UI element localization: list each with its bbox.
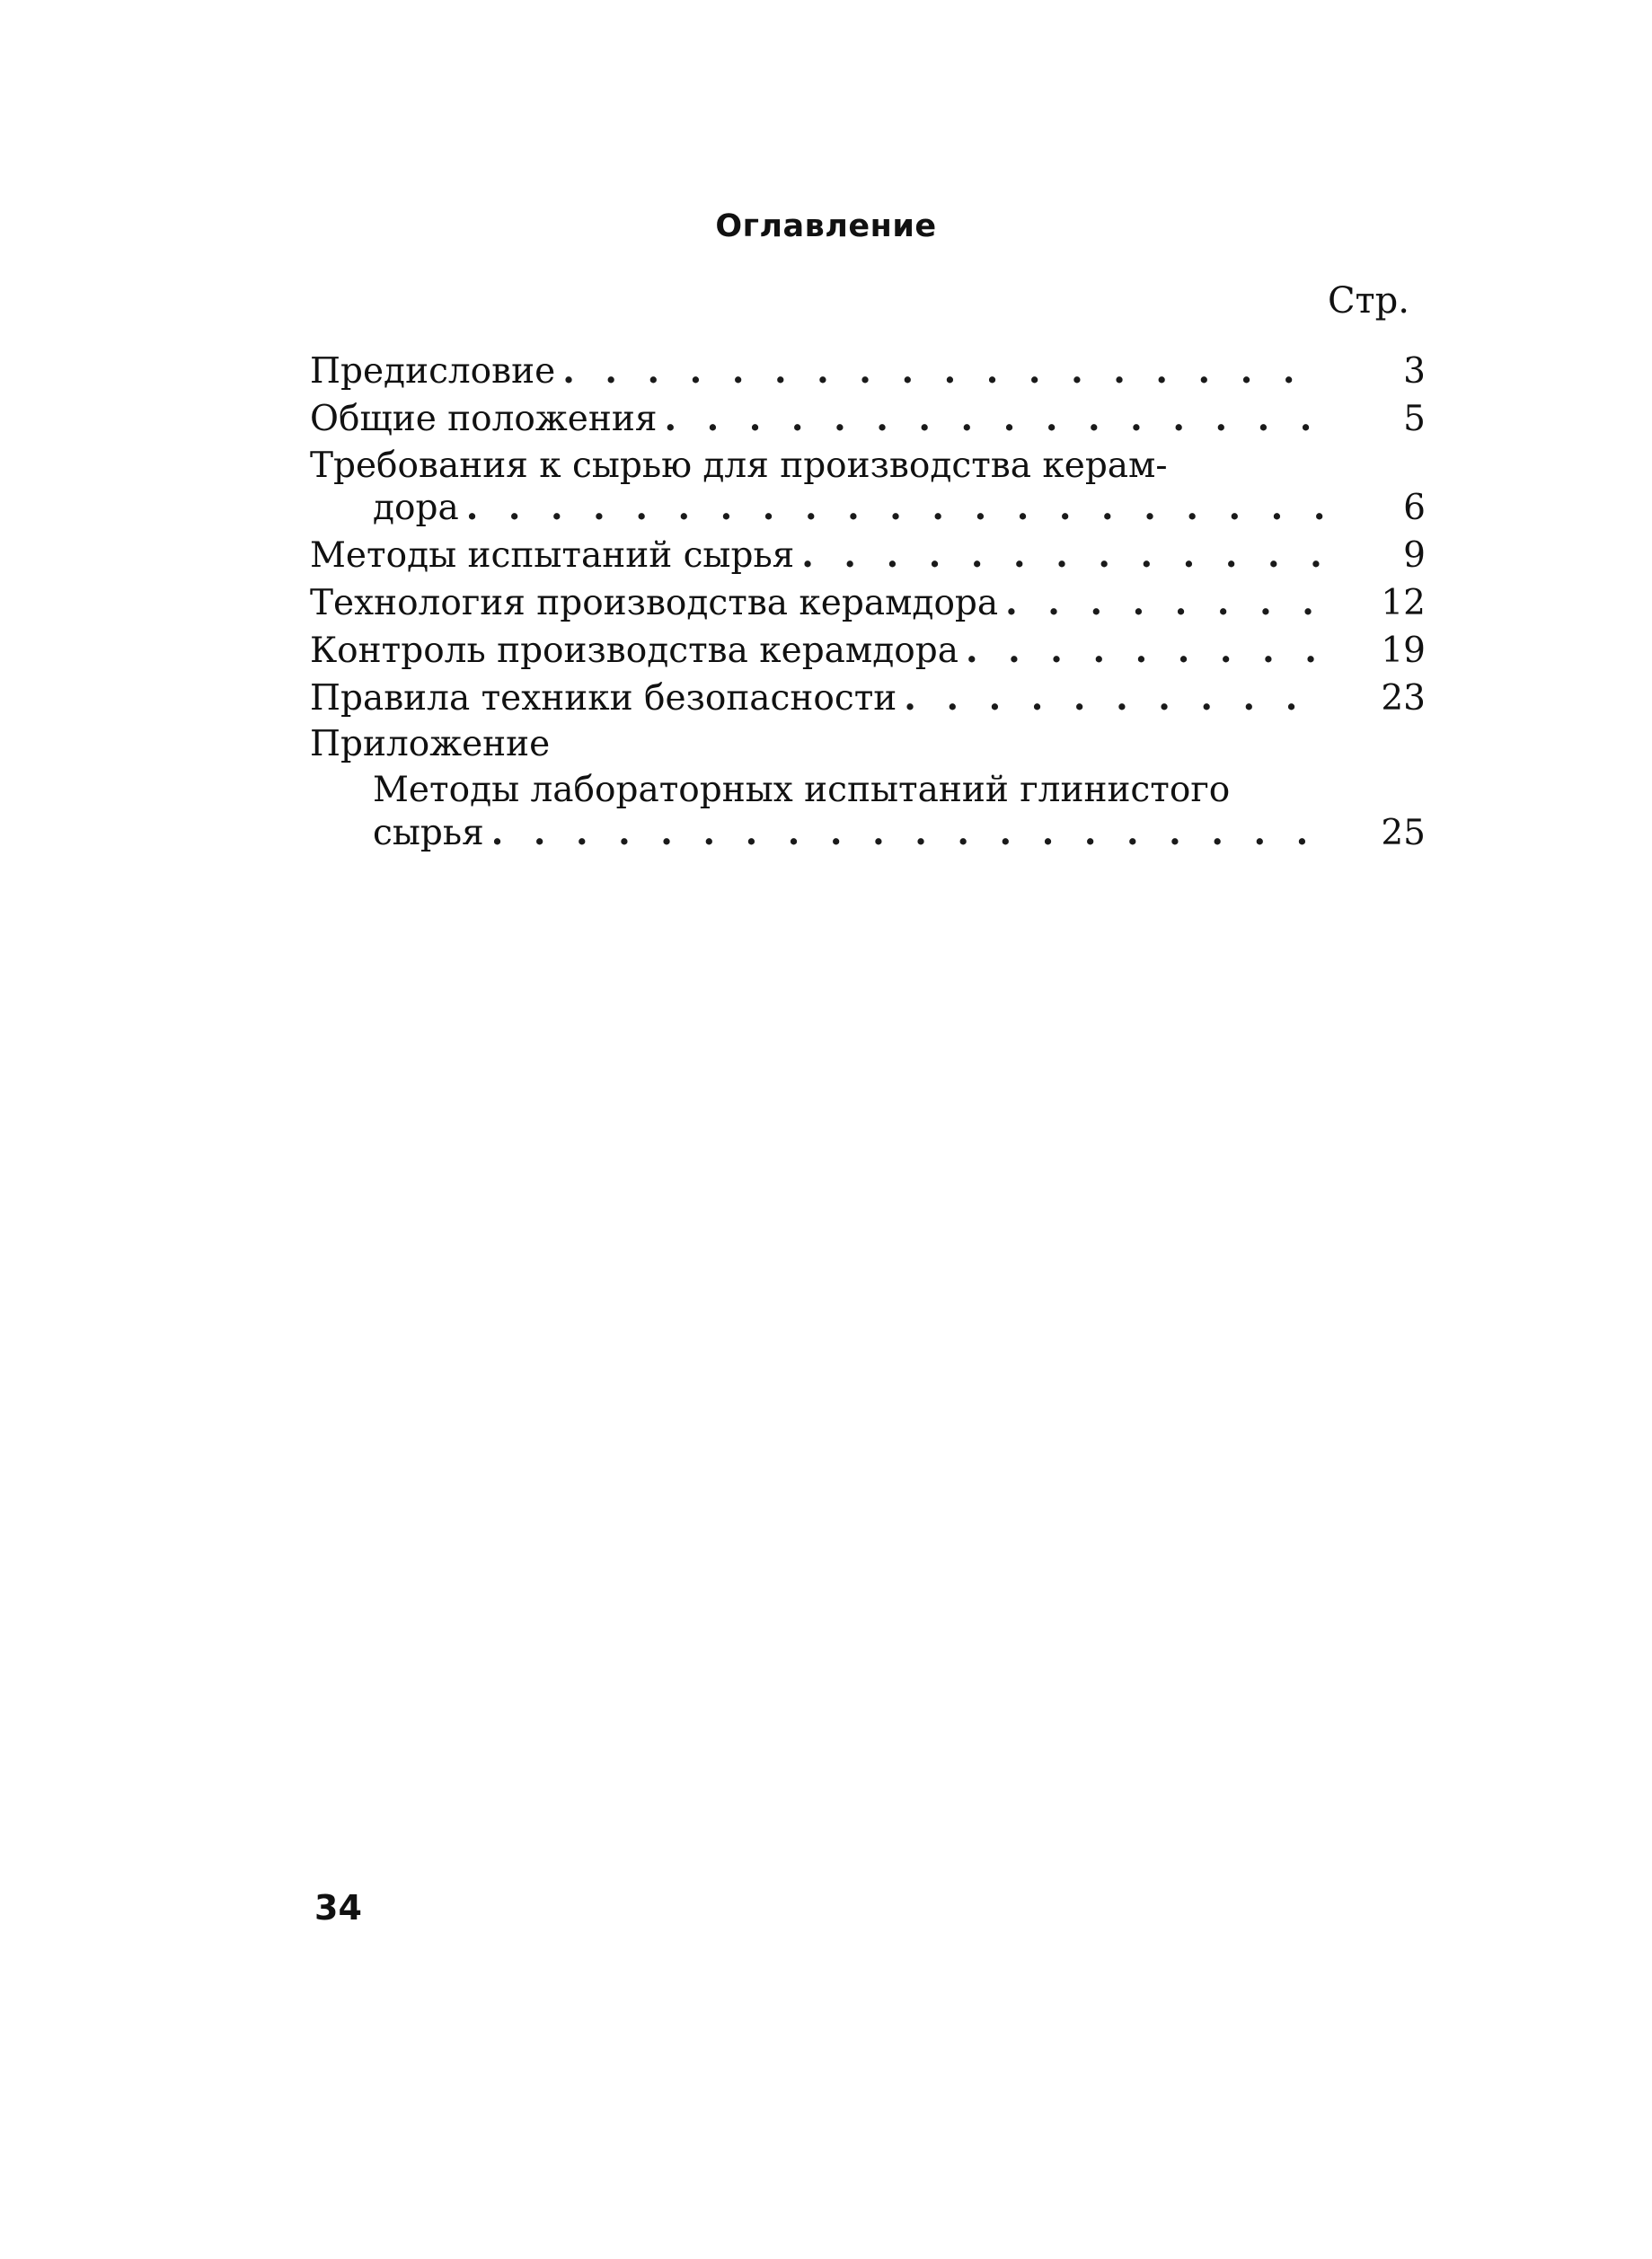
dot-leader	[657, 398, 1327, 440]
toc-entry-label-line2: сырья	[373, 812, 484, 853]
toc-entry-foreword	[310, 350, 1426, 393]
toc-entry-testing-methods	[310, 534, 1426, 578]
toc-appendix-heading: Приложение	[310, 724, 551, 765]
dot-leader	[959, 630, 1327, 672]
toc-entry-production-technology	[310, 582, 1426, 625]
toc-entry-label: Общие положения	[310, 398, 658, 439]
toc-entry-page: 23	[1381, 677, 1426, 719]
toc-title: Оглавление	[715, 208, 937, 244]
toc-entry-appendix-lab-methods	[310, 770, 1426, 855]
toc-entry-label-line1: Требования к сырью для производства керам-	[310, 445, 1168, 486]
toc-entry-page: 5	[1403, 398, 1426, 439]
toc-entry-page: 9	[1403, 535, 1426, 577]
page-column-header: Стр.	[1327, 280, 1409, 322]
dot-leader	[998, 582, 1327, 624]
toc-entry-general-provisions	[310, 398, 1426, 441]
dot-leader	[555, 350, 1327, 393]
toc-entry-label-line2: дора	[373, 488, 459, 529]
dot-leader	[484, 812, 1327, 854]
toc-entry-label-line1: Методы лабораторных испытаний глинистого	[373, 770, 1231, 811]
toc-entry-label: Методы испытаний сырья	[310, 535, 795, 577]
page-number: 34	[314, 1888, 362, 1928]
toc-entry-safety-rules	[310, 677, 1426, 720]
toc-entry-page: 19	[1381, 630, 1426, 671]
toc-entry-page: 12	[1381, 582, 1426, 623]
dot-leader	[897, 677, 1327, 719]
table-of-contents	[310, 350, 1426, 860]
toc-entry-label: Правила техники безопасности	[310, 677, 897, 719]
dot-leader	[459, 487, 1327, 529]
toc-entry-page: 3	[1403, 351, 1426, 392]
toc-entry-raw-material-requirements	[310, 446, 1426, 531]
toc-entry-label: Контроль производства керамдора	[310, 630, 959, 671]
toc-entry-production-control	[310, 630, 1426, 673]
toc-entry-page: 25	[1381, 812, 1426, 853]
toc-entry-label: Технология производства керамдора	[310, 582, 999, 623]
toc-entry-label: Предисловие	[310, 351, 556, 392]
toc-entry-page: 6	[1403, 488, 1426, 529]
dot-leader	[794, 534, 1327, 577]
